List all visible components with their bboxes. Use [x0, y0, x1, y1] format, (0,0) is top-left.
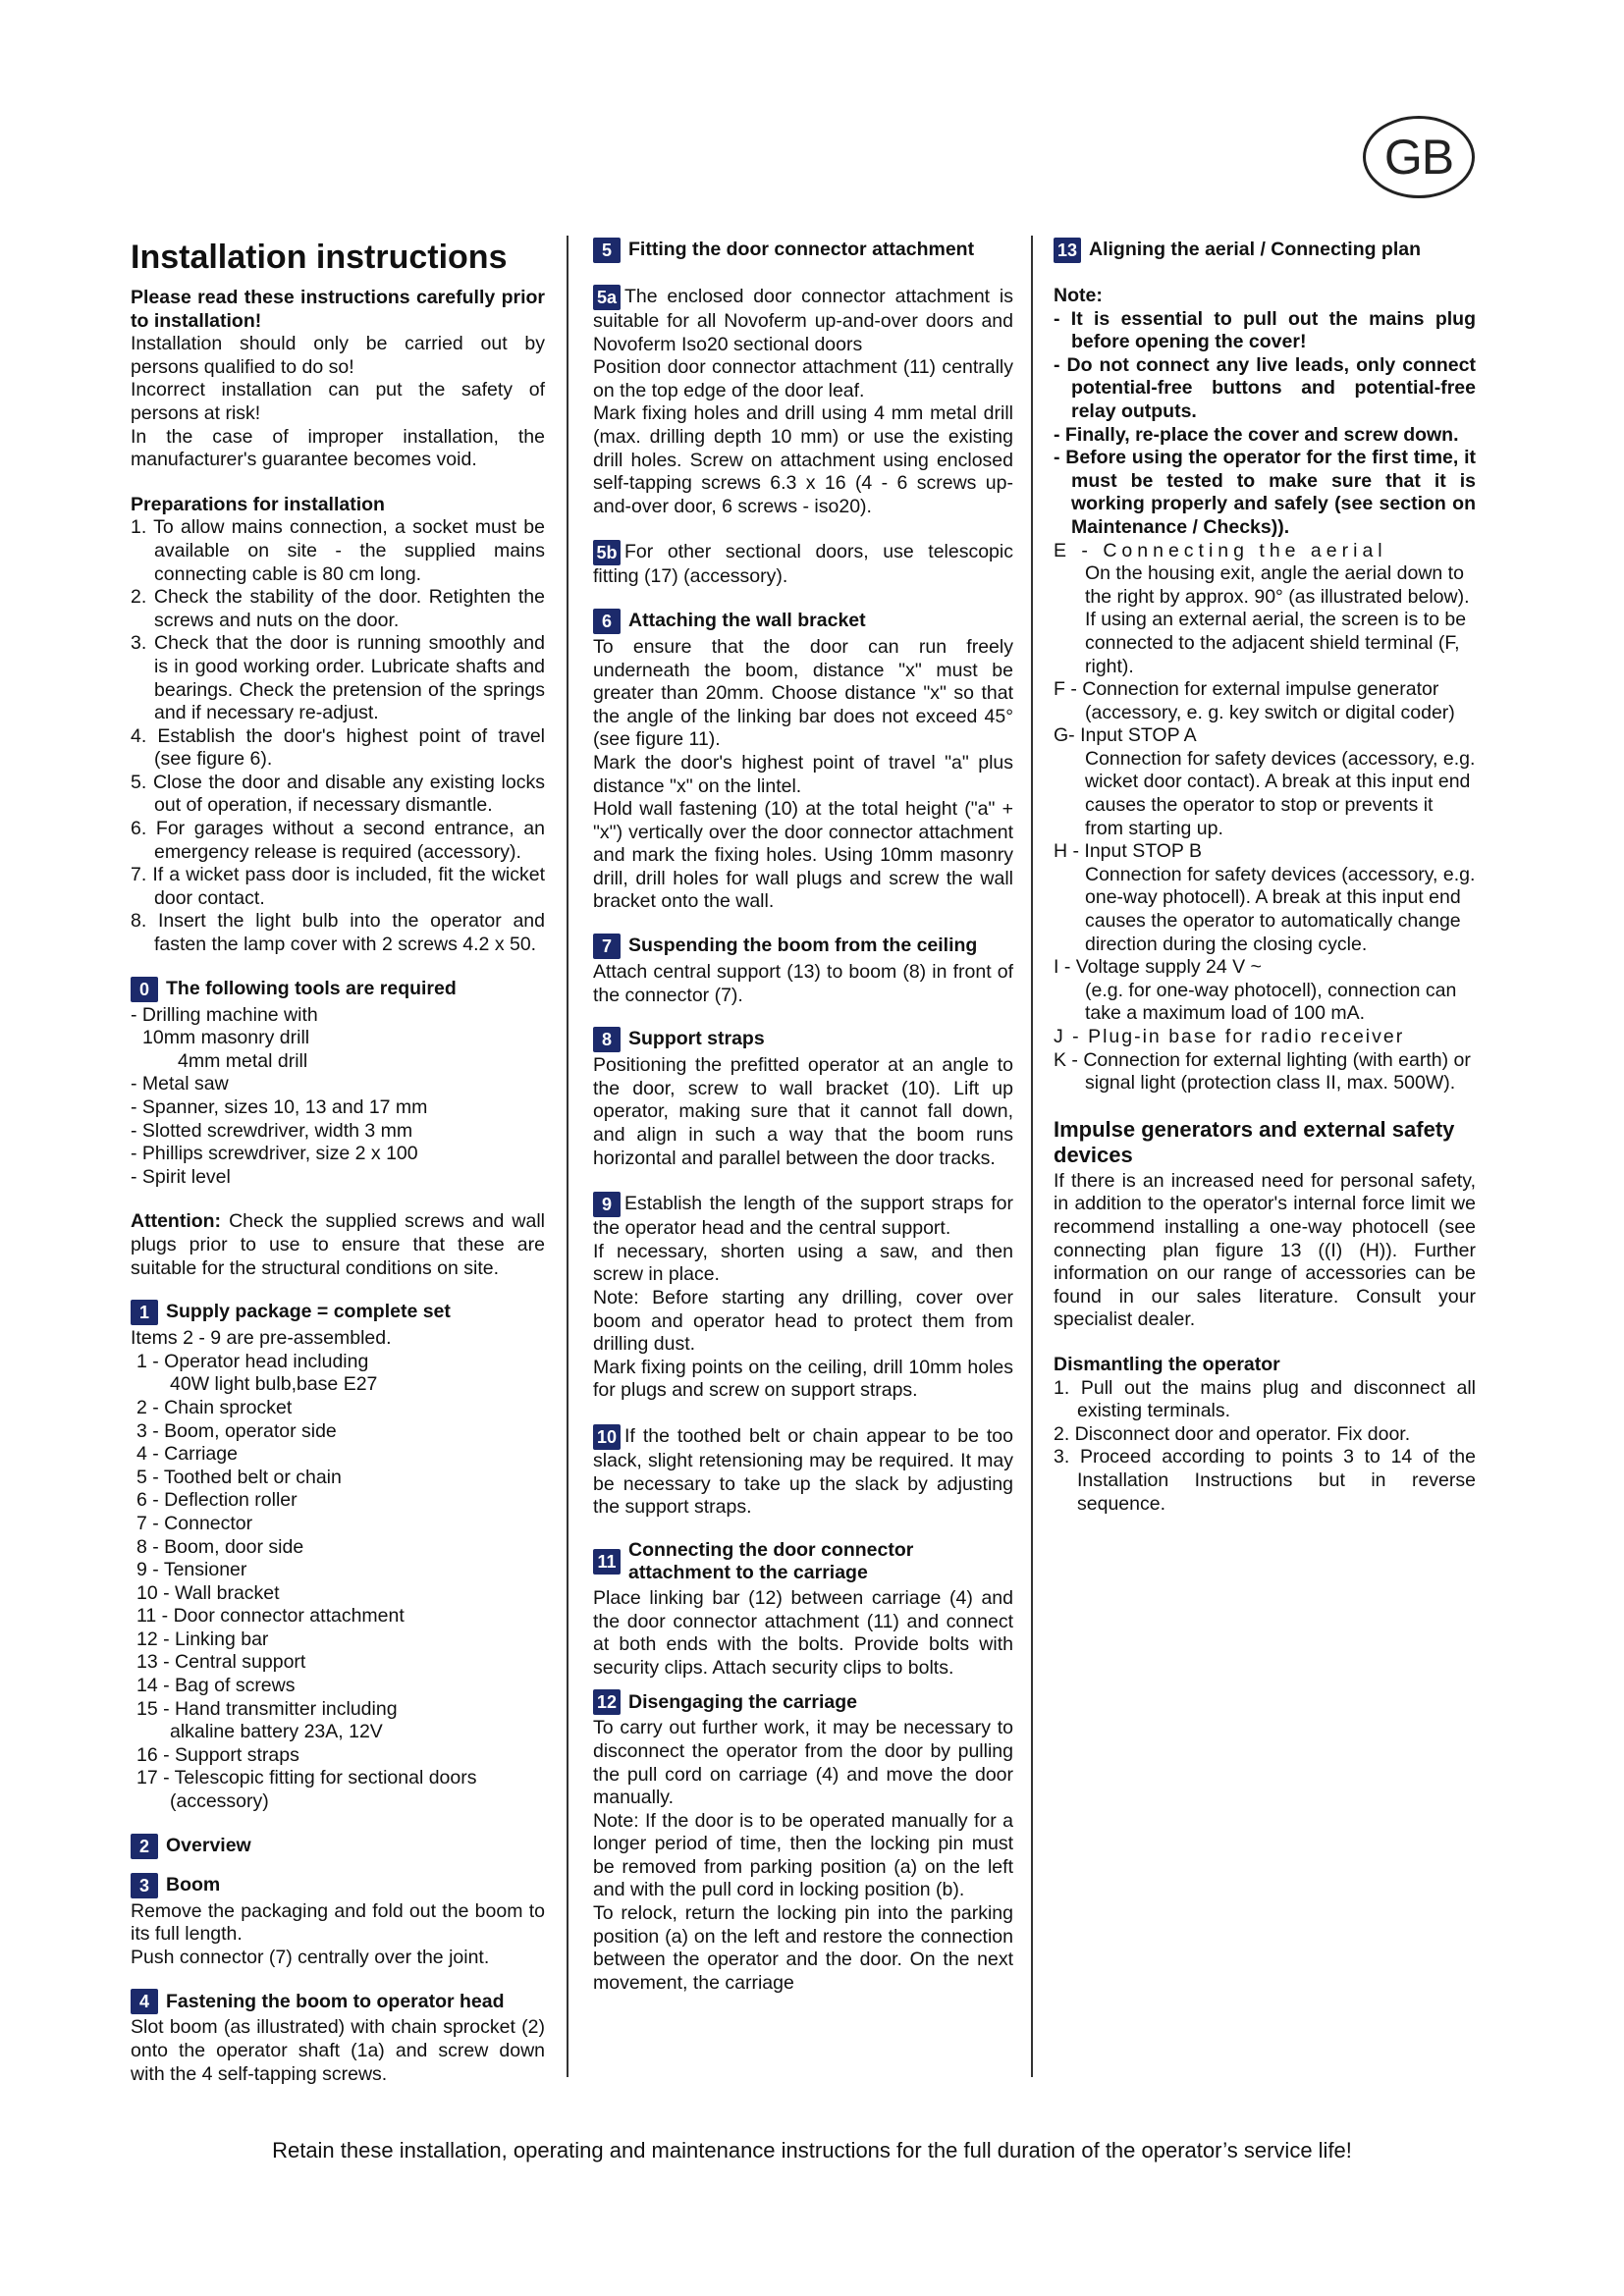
section-text: 5a The enclosed door connector attachment is suitable for all Novoferm up-and-over doors and Novoferm Iso20 sectional doors [593, 286, 1013, 355]
section-title: Support straps [628, 1028, 765, 1050]
prep-title: Preparations for installation [131, 493, 385, 515]
section-text: 10 If the toothed belt or chain appear to be too slack, slight retensioning may be required. It may be necessary to take up the slack by adjusting the support straps. [593, 1425, 1013, 1519]
list-item: - Finally, re-place the cover and screw down. [1054, 423, 1459, 446]
section-heading [1054, 238, 1476, 263]
list-item: - It is essential to pull out the mains plug before opening the cover! [1054, 307, 1476, 353]
list-item: 1. Pull out the mains plug and disconnect all existing terminals. [1054, 1376, 1476, 1422]
section-number-badge: 7 [593, 934, 621, 959]
section-number-badge: 10 [593, 1424, 621, 1450]
list-item: F - Connection for external impulse generator (accessory, e. g. key switch or digital coder) [1054, 678, 1455, 723]
list-item: E - Connecting the aerial [1054, 539, 1387, 561]
section-text: Note: Before starting any drilling, cover over boom and operator head to protect them from drilling dust. [593, 1287, 1013, 1356]
list-item: 10mm masonry drill [142, 1027, 310, 1049]
section-number-badge: 5b [593, 540, 621, 565]
list-item: I - Voltage supply 24 V ~ [1054, 956, 1262, 979]
section-number-badge: 8 [593, 1027, 621, 1052]
list-item: 7. If a wicket pass door is included, fit the wicket door contact. [131, 864, 545, 909]
list-item: 1 - Operator head including [136, 1350, 369, 1372]
list-item: 3. Check that the door is running smoothly and is in good working order. Lubricate shafts and bearings. Check the pretension of the springs and if necessary re-adjust. [131, 632, 545, 724]
intro-line: Installation should only be carried out by persons qualified to do so! [131, 333, 545, 378]
list-item: 7 - Connector [136, 1512, 253, 1534]
supply-list [131, 1351, 545, 1814]
section-title: Overview [166, 1834, 251, 1856]
list-item: 9 - Tensioner [136, 1559, 247, 1581]
section-title: The following tools are required [166, 977, 457, 999]
language-badge: GB [1363, 116, 1475, 198]
section-text: 5b For other sectional doors, use telescopic fitting (17) (accessory). [593, 541, 1013, 588]
list-item: - Metal saw [131, 1073, 229, 1095]
column-divider [1031, 236, 1033, 2077]
section-text: Mark fixing points on the ceiling, drill 10mm holes for plugs and screw on support straps. [593, 1356, 1013, 1402]
list-item: 3 - Boom, operator side [136, 1419, 337, 1442]
list-item: 11 - Door connector attachment [136, 1605, 405, 1628]
list-item: H - Input STOP B [1054, 840, 1203, 863]
list-item: 13 - Central support [136, 1651, 306, 1674]
list-item: 1. To allow mains connection, a socket must be available on site - the supplied mains connecting cable is 80 cm long. [131, 516, 545, 585]
section-text: To carry out further work, it may be necessary to disconnect the operator from the door by pulling the pull cord on carriage (4) and move the door manually. [593, 1717, 1013, 1809]
section-title: Aligning the aerial / Connecting plan [1089, 239, 1422, 261]
impulse-text: If there is an increased need for personal safety, in addition to the operator's internal force limit we recommend installing a one-way photocell (see connecting plan figure 13 ((I) (H)). Further information on our range of accessories can be found in our sales literature. Consult your specialist dealer. [1054, 1169, 1476, 1331]
section-heading [131, 1834, 545, 1859]
list-item: 6. For garages without a second entrance, an emergency release is required (accessory). [131, 818, 545, 863]
section-title: Supply package = complete set [166, 1301, 451, 1323]
section-heading [593, 934, 1013, 959]
section-heading [593, 609, 1013, 634]
list-item: 2 - Chain sprocket [136, 1396, 293, 1418]
column-divider [567, 236, 568, 2077]
section-heading [593, 238, 1013, 263]
section-heading [131, 1989, 545, 2014]
section-title: Attaching the wall bracket [628, 610, 866, 632]
list-item: (accessory) [170, 1790, 269, 1813]
note-list [1054, 308, 1476, 540]
list-item: - Spirit level [131, 1165, 231, 1188]
list-item: Connection for safety devices (accessory, e.g. wicket door contact). A break at this input end causes the operator to stop or prevents it from starting up. [1085, 747, 1476, 839]
section-text: Mark fixing holes and drill using 4 mm metal drill (max. drilling depth 10 mm) or use the existing drill holes. Screw on attachment using enclosed self-tapping screws 6.3 x 16 (4 - 6 screws up-and-over door, 6 screws - iso20). [593, 402, 1013, 517]
section-number-badge: 2 [131, 1834, 158, 1859]
list-item: 2. Check the stability of the door. Retighten the screws and nuts on the door. [131, 586, 545, 631]
section-title: Fitting the door connector attachment [628, 239, 975, 261]
intro-line: Incorrect installation can put the safety of persons at risk! [131, 379, 545, 424]
section-text: If necessary, shorten using a saw, and then screw in place. [593, 1240, 1013, 1286]
list-item: (e.g. for one-way photocell), connection can take a maximum load of 100 mA. [1085, 979, 1457, 1025]
section-text: To ensure that the door can run freely underneath the boom, distance "x" must be greater than 20mm. Choose distance "x" so that the angle of the linking bar does not exceed 45° (see figure 11). [593, 635, 1013, 751]
list-item: 4 - Carriage [136, 1443, 238, 1466]
list-item: 8. Insert the light bulb into the operator and fasten the lamp cover with 2 screws 4.2 x 50. [131, 910, 545, 956]
section-number-badge: 6 [593, 609, 621, 634]
list-item: alkaline battery 23A, 12V [170, 1721, 383, 1743]
list-item: 4. Establish the door's highest point of travel (see figure 6). [131, 724, 545, 771]
list-item: - Slotted screwdriver, width 3 mm [131, 1119, 413, 1142]
section-text: Mark the door's highest point of travel "a" plus distance "x" on the lintel. [593, 751, 1013, 797]
prep-list [131, 516, 545, 956]
section-text: 9 Establish the length of the support straps for the operator head and the central support. [593, 1193, 1013, 1240]
list-item: 6 - Deflection roller [136, 1489, 298, 1512]
section-number-badge: 1 [131, 1300, 158, 1325]
section-text: Place linking bar (12) between carriage (4) and the door connector attachment (11) and connect at both ends with the bolts. Provide bolts with security clips. Attach security clips to bolts. [593, 1586, 1013, 1679]
section-heading [131, 977, 545, 1002]
list-item: 14 - Bag of screws [136, 1675, 296, 1697]
terminal-list [1054, 540, 1476, 1095]
list-item: 4mm metal drill [178, 1049, 308, 1072]
footer-note: Retain these installation, operating and maintenance instructions for the full duration of the operator’s service life! [272, 2138, 1352, 2163]
attention-note: Attention: Check the supplied screws and wall plugs prior to use to ensure that these are suitable for the structural conditions on site. [131, 1210, 546, 1279]
list-item: 10 - Wall bracket [136, 1581, 280, 1604]
section-text: Remove the packaging and fold out the boom to its full length. [131, 1899, 545, 1946]
section-title: Boom [166, 1873, 221, 1896]
intro-warning: Please read these instructions carefully prior to installation! [131, 287, 545, 332]
list-item: 40W light bulb,base E27 [170, 1373, 378, 1396]
list-item: 5 - Toothed belt or chain [136, 1466, 342, 1488]
dismantle-list [1054, 1377, 1476, 1517]
intro-line: In the case of improper installation, the manufacturer's guarantee becomes void. [131, 425, 545, 471]
list-item: K - Connection for external lighting (with earth) or signal light (protection class II, max. 500W). [1054, 1048, 1471, 1095]
section-title: Suspending the boom from the ceiling [628, 934, 978, 957]
list-item: G- Input STOP A [1054, 724, 1197, 747]
section-text: Position door connector attachment (11) centrally on the top edge of the door leaf. [593, 356, 1013, 401]
supply-subtitle: Items 2 - 9 are pre-assembled. [131, 1327, 392, 1350]
list-item: On the housing exit, angle the aerial down to the right by approx. 90° (as illustrated below). [1085, 562, 1470, 608]
list-item: - Spanner, sizes 10, 13 and 17 mm [131, 1096, 428, 1118]
list-item: 5. Close the door and disable any existing locks out of operation, if necessary dismantle. [131, 771, 545, 817]
section-number-badge: 3 [131, 1873, 158, 1898]
dismantle-title: Dismantling the operator [1054, 1353, 1280, 1375]
list-item: - Before using the operator for the first time, it must be tested to make sure that it is working properly and safely (see section on Maintenance / Checks)). [1054, 447, 1476, 538]
section-number-badge: 4 [131, 1989, 158, 2014]
section-text: Positioning the prefitted operator at an angle to the door, screw to wall bracket (10). Lift up operator, making sure that it cannot fall down, and align in such a way that the boom runs horizontal and parallel between the door tracks. [593, 1054, 1013, 1169]
column-left [131, 238, 545, 2086]
section-text: Note: If the door is to be operated manually for a longer period of time, then the locking pin must be removed from parking position (a) on the left and with the pull cord in locking position (b). [593, 1809, 1013, 1901]
list-item: - Phillips screwdriver, size 2 x 100 [131, 1143, 418, 1165]
list-item: If using an external aerial, the screen is to be connected to the adjacent shield terminal (F, right). [1085, 609, 1467, 677]
section-heading [593, 1027, 1013, 1052]
section-title: Fastening the boom to operator head [166, 1990, 505, 2012]
section-title: Connecting the door connector attachment to the carriage [628, 1538, 914, 1584]
section-heading [593, 1689, 1013, 1715]
list-item: J - Plug-in base for radio receiver [1054, 1026, 1405, 1047]
section-text: Hold wall fastening (10) at the total height ("a" + "x") vertically over the door connector attachment and mark the fixing holes. Using 10mm masonry drill, drill holes for wall plugs and screw the wall bracket onto the wall. [593, 798, 1013, 913]
section-text: To relock, return the locking pin into the parking position (a) on the left and restore the connection between the operator and the door. On the next movement, the carriage [593, 1902, 1013, 1994]
section-number-badge: 11 [593, 1549, 621, 1575]
list-item: 15 - Hand transmitter including [136, 1697, 398, 1720]
list-item: 12 - Linking bar [136, 1628, 269, 1650]
list-item: 17 - Telescopic fitting for sectional doors [136, 1767, 477, 1789]
list-item: 8 - Boom, door side [136, 1535, 304, 1558]
list-item: - Do not connect any live leads, only connect potential-free buttons and potential-free relay outputs. [1054, 353, 1476, 422]
section-number-badge: 12 [593, 1689, 621, 1715]
section-number-badge: 5a [593, 285, 621, 310]
section-text: Attach central support (13) to boom (8) in front of the connector (7). [593, 961, 1013, 1006]
section-number-badge: 5 [593, 238, 621, 263]
section-number-badge: 9 [593, 1192, 621, 1217]
section-number-badge: 0 [131, 977, 158, 1002]
section-heading [593, 1539, 1013, 1585]
section-number-badge: 13 [1054, 238, 1081, 263]
section-title: Disengaging the carriage [628, 1690, 857, 1713]
tools-list [131, 1004, 545, 1190]
page-title: Installation instructions [131, 239, 508, 276]
note-label: Note: [1054, 285, 1103, 306]
section-text: Slot boom (as illustrated) with chain sprocket (2) onto the operator shaft (1a) and screw down with the 4 self-tapping screws. [131, 2016, 545, 2085]
list-item: 3. Proceed according to points 3 to 14 of the Installation Instructions but in reverse sequence. [1054, 1446, 1476, 1515]
column-right [1054, 238, 1476, 1516]
impulse-title: Impulse generators and external safety devices [1054, 1116, 1455, 1167]
list-item: Connection for safety devices (accessory, e.g. one-way photocell). A break at this input end causes the operator to automatically change direction during the closing cycle. [1085, 863, 1476, 955]
list-item: 2. Disconnect door and operator. Fix door. [1054, 1422, 1411, 1445]
list-item: - Drilling machine with [131, 1003, 318, 1026]
list-item: 16 - Support straps [136, 1743, 299, 1766]
column-middle [593, 238, 1013, 1995]
section-heading [131, 1873, 545, 1898]
section-text: Push connector (7) centrally over the joint. [131, 1946, 490, 1968]
section-heading [131, 1300, 545, 1325]
